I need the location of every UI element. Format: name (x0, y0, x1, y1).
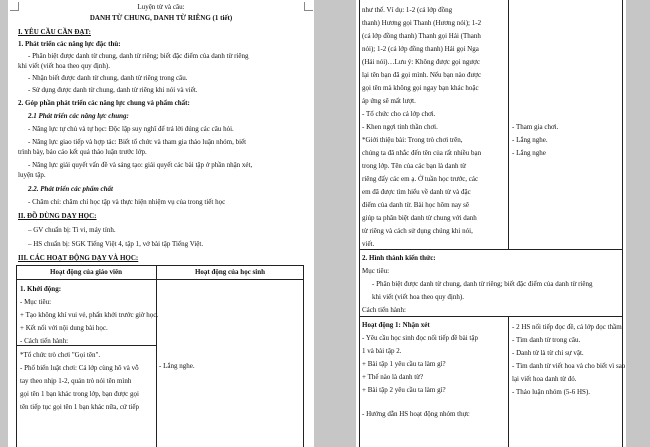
table-cell-text: nói); 1-2 (cả lớp đồng thanh) Hải gọi Nga (362, 45, 479, 53)
table-cell-text: áp ứng sẽ mất lượt. (362, 97, 416, 105)
text-line: – HS chuẩn bị: SGK Tiếng Việt 4, tập 1, vở bài tập Tiếng Việt. (28, 240, 204, 248)
table-cell-text: điểm của danh từ. Bài học hôm nay sẽ (362, 201, 470, 209)
table-cell-text: - Lắng nghe. (512, 136, 548, 144)
table-cell-text: + Tạo không khí vui vẻ, phấn khởi trước giờ học. (20, 311, 159, 319)
table-cell-text: viết. (362, 240, 375, 248)
text-line: - Chăm chỉ: chăm chỉ học tập và thực hiện nhiệm vụ của trong tiết học (28, 198, 226, 206)
table-cell-text: - Lắng nghe (512, 149, 546, 157)
table-cell-text: - Phân biệt được danh từ chung, danh từ riêng; biết đặc điểm của danh từ riêng (372, 280, 593, 288)
text-line: – GV chuẩn bị: Ti vi, máy tính. (28, 226, 116, 234)
table-row-line (359, 316, 623, 317)
student-column-header: Hoạt động của học sinh (194, 268, 266, 276)
lesson-subject: Luyện từ và câu: (137, 3, 185, 11)
table-cell-text: 2. Hình thành kiến thức: (362, 254, 436, 262)
table-cell-text: - Tìm danh từ viết hoa và cho biết vì sao (512, 362, 626, 370)
table-cell-text: trong lớp. Tên của các bạn là danh từ (362, 162, 466, 170)
table-header-line (16, 279, 304, 280)
table-cell-text: (Hải nói)…Lưu ý: Không được gọi ngược (362, 58, 480, 66)
text-line: - Năng lực tự chủ và tự học: Độc lập suy nghĩ để trả lời đúng các câu hỏi. (28, 125, 234, 133)
text-line: trình bày, báo cáo kết quả thảo luận trước lớp. (18, 148, 147, 156)
text-line: - Năng lực giao tiếp và hợp tác: Biết tổ chức và tham gia thảo luận nhóm, biết (28, 138, 247, 146)
right-document-page (356, 0, 626, 447)
text-line: 2.1 Phát triển các năng lực chung: (28, 112, 129, 120)
table-cell-text: lại viết hoa danh từ đó. (512, 375, 577, 383)
text-line: luyện tập. (18, 171, 46, 179)
text-line: 2. Góp phần phát triển các năng lực chung và phẩm chất: (18, 99, 190, 107)
text-line: II. ĐỒ DÙNG DẠY HỌC: (18, 212, 97, 220)
table-cell-text: thanh) Hương gọi Thanh (Hương nói); 1-2 (362, 19, 482, 27)
table-cell-text: Mục tiêu: (362, 267, 390, 275)
table-cell-text: - Tham gia chơi. (512, 123, 559, 131)
table-cell-text: 1. Khởi động: (20, 285, 62, 293)
table-cell-text: - Phổ biến luật chơi: Cả lớp cùng hô và vỗ (20, 364, 139, 372)
table-cell-text: - Tổ chức cho cả lớp chơi. (362, 110, 436, 118)
table-divider (508, 0, 509, 249)
text-line: - Sử dụng được danh từ chung, danh từ riêng khi nói và viết. (28, 86, 198, 94)
table-cell-text: tên tiếp tục gọi tên 1 bạn khác nữa, cứ tiếp (20, 403, 139, 411)
table-cell-text: chúng ta đã nhắc đến tên của rất nhiều bạn (362, 149, 482, 157)
table-cell-text: - Cách tiến hành: (20, 337, 69, 345)
table-cell-text: Cách tiến hành: (362, 306, 406, 314)
text-line: 2.2. Phát triển các phẩm chất (28, 185, 113, 193)
table-cell-text: như thế. Ví dụ: 1-2 (cả lớp đồng (362, 6, 453, 14)
table-cell-text: *Giới thiệu bài: Trong trò chơi trên, (362, 136, 463, 144)
table-cell-text: + Thế nào là danh từ? (362, 373, 424, 381)
table-cell-text: khi viết (viết hoa theo quy định). (372, 293, 464, 301)
left-document-page (8, 0, 314, 447)
table-cell-text: - Khen ngợi tinh thần chơi. (362, 123, 438, 131)
table-cell-text: - Hướng dẫn HS hoạt động nhóm thực (362, 410, 470, 418)
text-line: - Nhận biết được danh từ chung, danh từ riêng trong câu. (28, 74, 188, 82)
text-line: - Năng lực giải quyết vấn đề và sáng tạo: giải quyết các bài tập ở phần nhận xét, (28, 161, 253, 169)
table-cell-text: tay theo nhịp 1-2, quản trò nói tên mình (20, 377, 132, 385)
table-cell-text: từ riêng và cách sử dụng chúng khi nói, (362, 227, 473, 235)
text-line: III. CÁC HOẠT ĐỘNG DẠY VÀ HỌC: (18, 254, 139, 262)
table-cell-text: Hoạt động 1: Nhận xét (362, 321, 430, 329)
table-cell-text: + Bài tập 1 yêu cầu ta làm gì? (362, 360, 446, 368)
table-cell-text: - Yêu cầu học sinh đọc nối tiếp đề bài tập (362, 334, 478, 342)
table-cell-text: - 2 HS nối tiếp đọc đề, cả lớp đọc thầm. (512, 323, 624, 331)
text-line: I. YÊU CẦU CẦN ĐẠT: (18, 28, 91, 36)
table-cell-text: 1 và bài tập 2. (362, 347, 402, 355)
table-cell-text: giúp ta phân biệt danh từ chung với danh (362, 214, 477, 222)
table-cell-text: - Lắng nghe. (159, 362, 195, 370)
table-cell-text: - Tìm danh từ trong câu. (512, 336, 581, 344)
table-cell-text: - Mục tiêu: (20, 298, 52, 306)
table-cell-text: gọi tên 1 bạn khác trong lớp, bạn được gọi (20, 390, 139, 398)
table-cell-text: em đã được tìm hiểu về danh từ và đặc (362, 188, 471, 196)
lesson-title: DANH TỪ CHUNG, DANH TỪ RIÊNG (1 tiết) (89, 14, 233, 22)
table-cell-text: riêng đấy các em ạ. Ở tuần học trước, các (362, 175, 479, 183)
table-cell-text: lại tên bạn đã gọi mình. Nếu bạn nào được (362, 71, 482, 79)
table-row-line (359, 249, 623, 250)
table-cell-text: + Kết nối với nội dung bài học. (20, 324, 108, 332)
text-line: 1. Phát triển các năng lực đặc thù: (18, 40, 121, 48)
teacher-column-header: Hoạt động của giáo viên (50, 268, 122, 276)
text-line: - Phân biệt được danh từ chung, danh từ riêng; biết đặc điểm của danh từ riêng (28, 52, 249, 60)
table-cell-text: gọi tên mà không gọi ngay bạn khác hoặc (362, 84, 479, 92)
table-cell-text: - Danh từ là từ chỉ sự vật. (512, 349, 584, 357)
table-cell-text: + Bài tập 2 yêu cầu ta làm gì? (362, 386, 446, 394)
text-line: khi viết (viết hoa theo quy định). (18, 62, 110, 70)
table-cell-text: *Tổ chức trò chơi "Gọi tên". (20, 351, 101, 359)
table-divider (508, 316, 509, 447)
table-cell-text: (cả lớp đồng thanh) Thanh gọi Hải (Thanh (362, 32, 481, 40)
table-divider (156, 265, 157, 447)
table-cell-text: - Thảo luận nhóm (5-6 HS). (512, 388, 591, 396)
